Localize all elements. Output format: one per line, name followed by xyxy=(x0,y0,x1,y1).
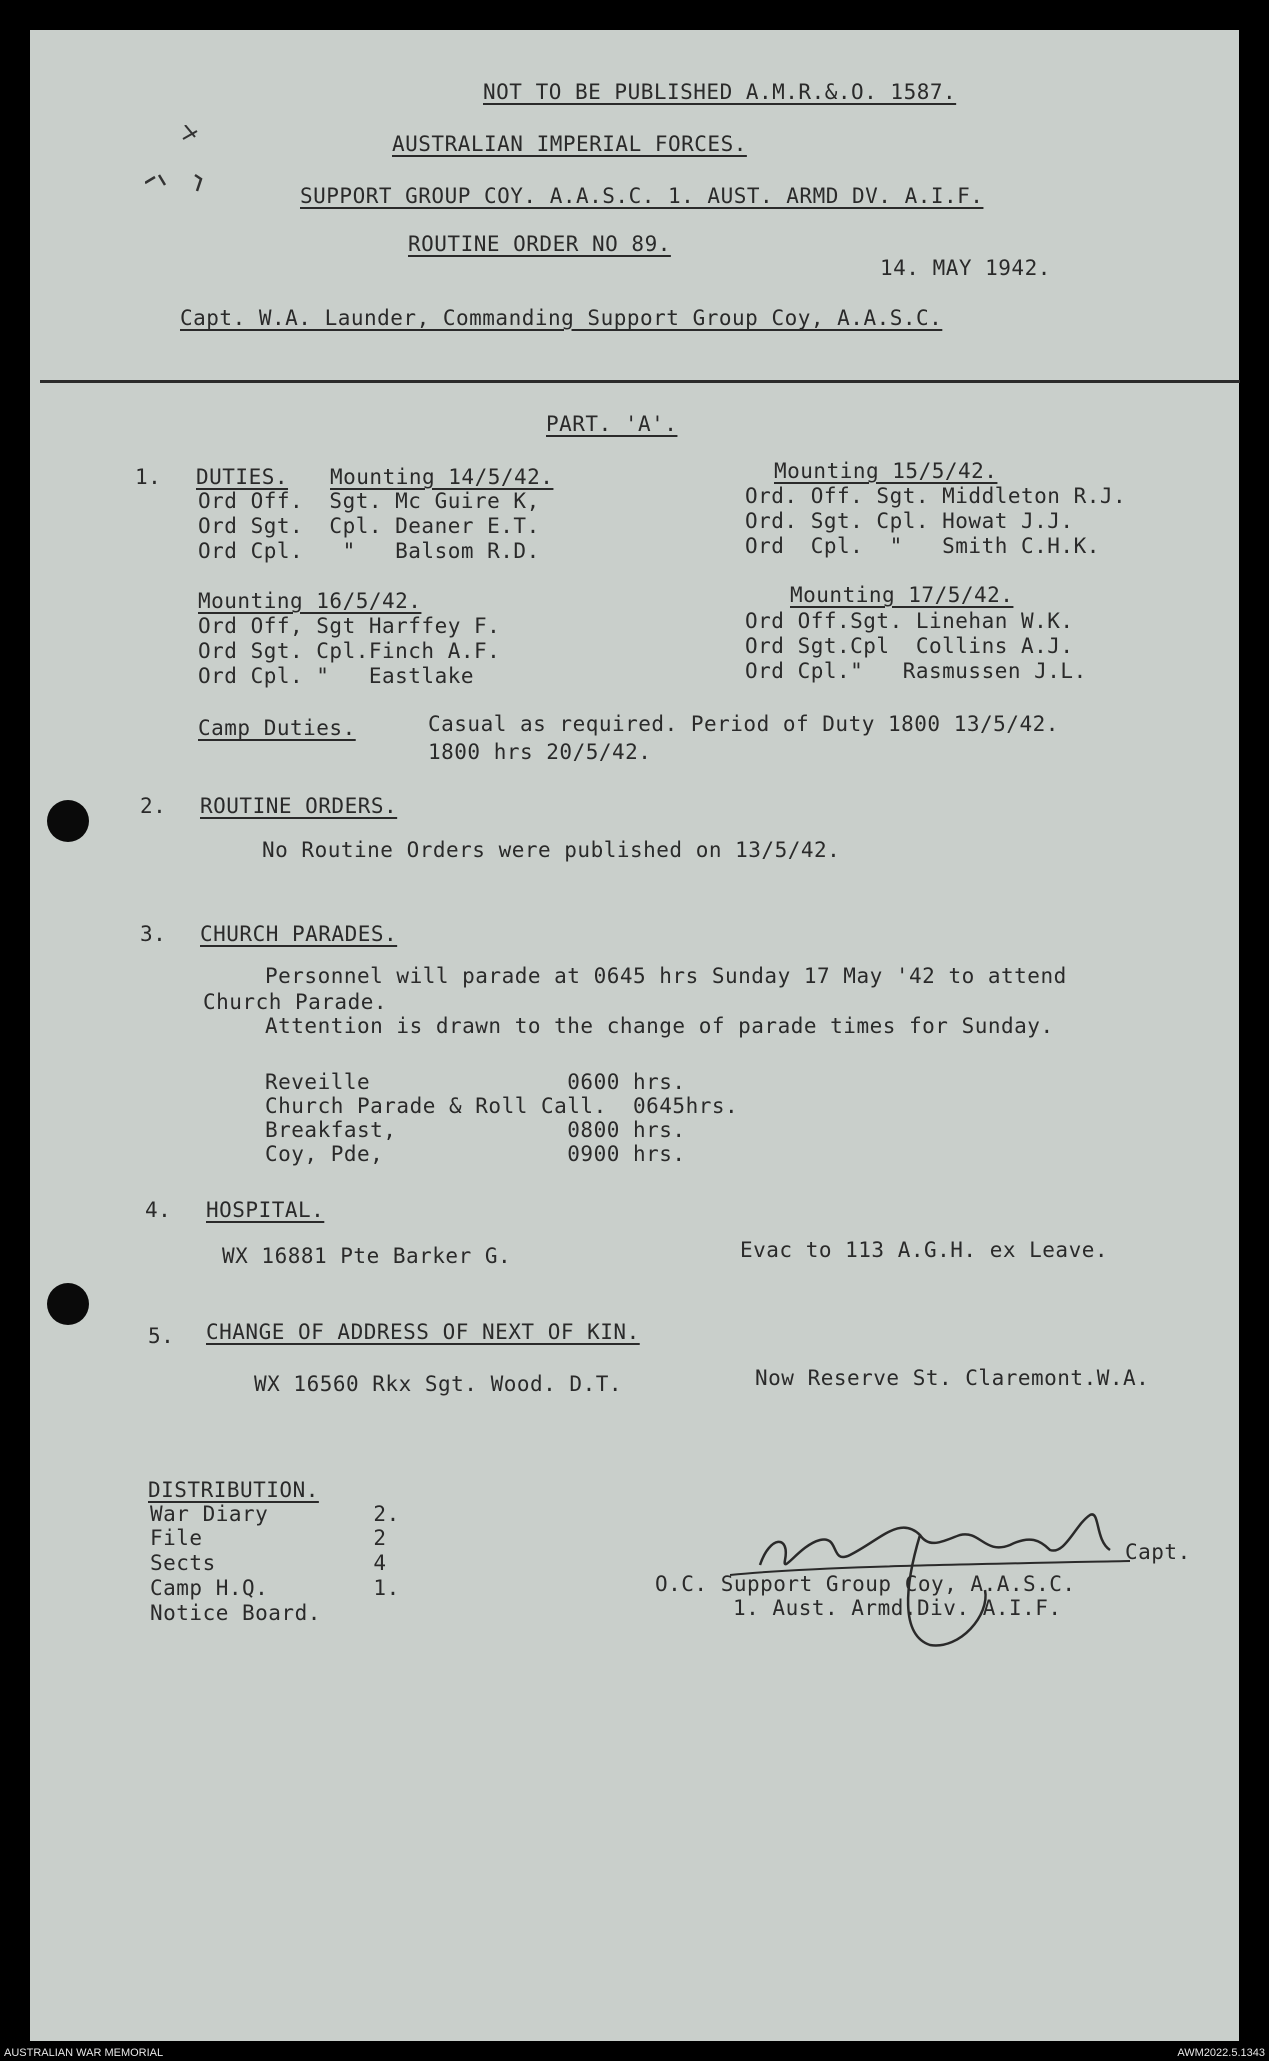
unit-title: SUPPORT GROUP COY. A.A.S.C. 1. AUST. ARMD DV. A.I.F. xyxy=(300,184,984,208)
signature-unit: 1. Aust. Armd.Div. A.I.F. xyxy=(733,1596,1062,1620)
distribution-row: War Diary 2. xyxy=(150,1502,400,1526)
duty-line: Ord Cpl." Rasmussen J.L. xyxy=(745,659,1087,683)
duty-line: Ord Cpl. " Balsom R.D. xyxy=(198,539,540,563)
hospital-entry-detail: Evac to 113 A.G.H. ex Leave. xyxy=(740,1238,1109,1262)
next-of-kin-entry: WX 16560 Rkx Sgt. Wood. D.T. xyxy=(254,1372,623,1396)
distribution-row: Sects 4 xyxy=(150,1551,387,1575)
restriction-notice: NOT TO BE PUBLISHED A.M.R.&.O. 1587. xyxy=(483,80,957,104)
distribution-row: Camp H.Q. 1. xyxy=(150,1576,400,1600)
camp-duties-text: Casual as required. Period of Duty 1800 13/5/42. xyxy=(428,712,1059,736)
duty-line: Ord. Off. Sgt. Middleton R.J. xyxy=(745,484,1127,508)
item-number: 1. xyxy=(135,465,162,489)
duty-line: Ord Sgt.Cpl Collins A.J. xyxy=(745,634,1074,658)
punch-hole xyxy=(47,1283,89,1325)
duty-line: Ord Cpl. " Eastlake xyxy=(198,664,475,688)
order-date: 14. MAY 1942. xyxy=(880,256,1051,280)
duty-line: Ord. Sgt. Cpl. Howat J.J. xyxy=(745,509,1074,533)
order-number: ROUTINE ORDER NO 89. xyxy=(408,232,671,256)
mounting-title: Mounting 15/5/42. xyxy=(774,459,998,483)
distribution-row: Notice Board. xyxy=(150,1601,321,1625)
archive-credit: AUSTRALIAN WAR MEMORIAL xyxy=(4,2047,164,2059)
force-title: AUSTRALIAN IMPERIAL FORCES. xyxy=(392,132,747,156)
church-text: Personnel will parade at 0645 hrs Sunday 17 May '42 to attend xyxy=(265,964,1067,988)
routine-orders-text: No Routine Orders were published on 13/5/42. xyxy=(262,838,841,862)
distribution-row: File 2 xyxy=(150,1526,387,1550)
schedule-line: Church Parade & Roll Call. 0645hrs. xyxy=(265,1094,739,1118)
duty-line: Ord Cpl. " Smith C.H.K. xyxy=(745,534,1100,558)
next-of-kin-address: Now Reserve St. Claremont.W.A. xyxy=(755,1366,1150,1390)
church-text: Church Parade. xyxy=(203,990,388,1014)
item-number: 3. xyxy=(140,922,167,946)
duty-line: Ord Off, Sgt Harffey F. xyxy=(198,614,501,638)
routine-orders-heading: ROUTINE ORDERS. xyxy=(200,794,398,818)
mounting-title: Mounting 17/5/42. xyxy=(790,583,1014,607)
signature-title: O.C. Support Group Coy, A.A.S.C. xyxy=(655,1572,1076,1596)
punch-hole xyxy=(47,800,89,842)
next-of-kin-heading: CHANGE OF ADDRESS OF NEXT OF KIN. xyxy=(206,1320,640,1344)
part-heading: PART. 'A'. xyxy=(546,412,678,436)
item-number: 2. xyxy=(140,794,167,818)
archive-reference: AWM2022.5.1343 xyxy=(1177,2047,1265,2059)
camp-duties-label: Camp Duties. xyxy=(198,716,356,740)
duty-line: Ord Off. Sgt. Mc Guire K, xyxy=(198,489,540,513)
duty-line: Ord Sgt. Cpl. Deaner E.T. xyxy=(198,514,540,538)
camp-duties-text: 1800 hrs 20/5/42. xyxy=(428,740,652,764)
hospital-entry: WX 16881 Pte Barker G. xyxy=(222,1244,512,1268)
church-parades-heading: CHURCH PARADES. xyxy=(200,922,398,946)
duty-line: Ord Off.Sgt. Linehan W.K. xyxy=(745,609,1074,633)
duties-heading: DUTIES. xyxy=(196,465,289,489)
schedule-line: Coy, Pde, 0900 hrs. xyxy=(265,1142,686,1166)
distribution-heading: DISTRIBUTION. xyxy=(148,1478,319,1502)
church-text: Attention is drawn to the change of parade times for Sunday. xyxy=(265,1014,1054,1038)
mounting-title: Mounting 14/5/42. xyxy=(330,465,554,489)
header-divider xyxy=(40,380,1240,383)
handwritten-marks xyxy=(145,125,215,205)
schedule-line: Reveille 0600 hrs. xyxy=(265,1070,686,1094)
item-number: 5. xyxy=(148,1324,175,1348)
mounting-title: Mounting 16/5/42. xyxy=(198,589,422,613)
commander-line: Capt. W.A. Launder, Commanding Support Group Coy, A.A.S.C. xyxy=(180,306,943,330)
item-number: 4. xyxy=(145,1198,172,1222)
signature-rank: Capt. xyxy=(1125,1540,1191,1564)
duty-line: Ord Sgt. Cpl.Finch A.F. xyxy=(198,639,501,663)
hospital-heading: HOSPITAL. xyxy=(206,1198,325,1222)
schedule-line: Breakfast, 0800 hrs. xyxy=(265,1118,686,1142)
